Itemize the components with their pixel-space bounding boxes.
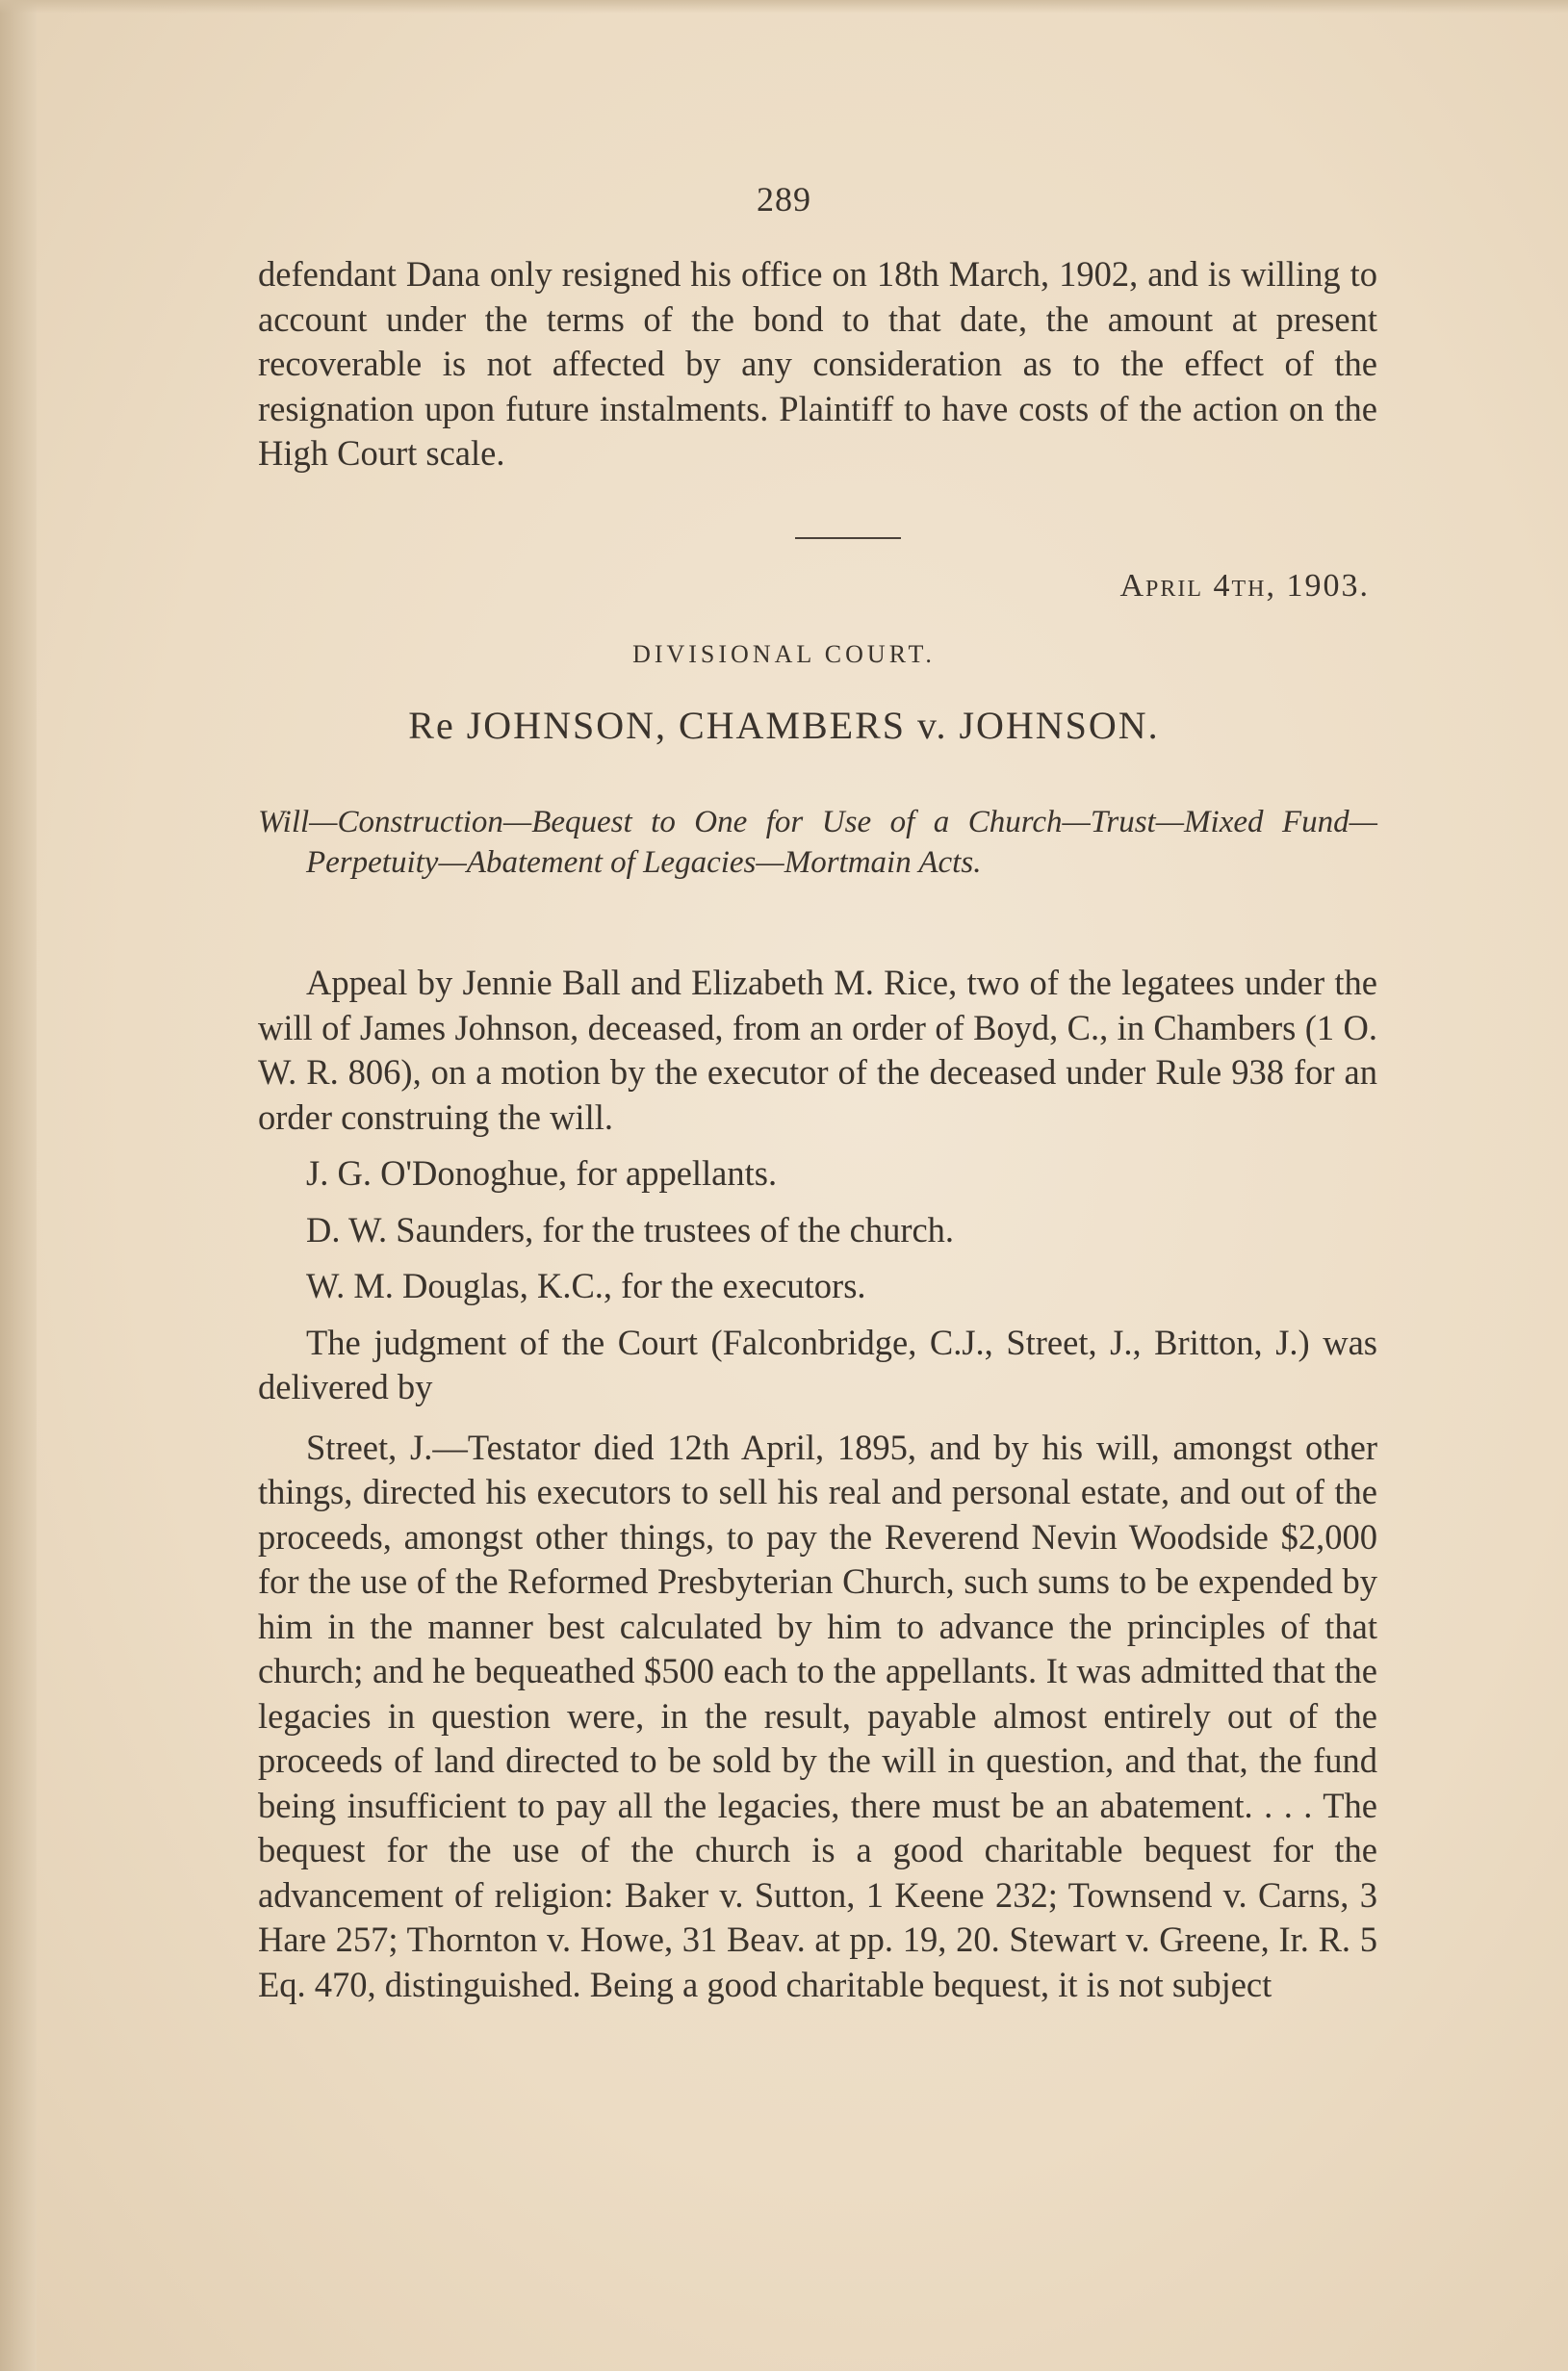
syllabus-block: [258, 802, 1377, 883]
page-number: 289: [757, 180, 811, 219]
page-binding-edge: [0, 0, 37, 2371]
judgment-body: Street, J.—Testator died 12th April, 1895, and by his will, amongst other things, directed his executors to sell his real and personal estate, and out of the proceeds, amongst other things, to pay the Reverend Nevin Woodside $2,000 for the use of the Reformed Presbyterian Church, such sums to be expended by him in the manner best calculated by him to advance the principles of that church; and he bequeathed $500 each to the appellants. It was admitted that the legacies in question were, in the result, payable almost entirely out of the proceeds of land directed to be sold by the will in question, and that, the fund being insufficient to pay all the legacies, there must be an abatement. . . . The bequest for the use of the church is a good charitable bequest for the advancement of religion: Baker v. Sutton, 1 Keene 232; Townsend v. Carns, 3 Hare 257; Thornton v. Howe, 31 Beav. at pp. 19, 20. Stewart v. Greene, Ir. R. 5 Eq. 470, distinguished. Being a good charitable bequest, it is not subject: [258, 1427, 1377, 2004]
page-top-edge: [0, 0, 1568, 13]
court-name: DIVISIONAL COURT.: [632, 640, 936, 668]
report-body: [258, 961, 1377, 2007]
section-divider: [795, 537, 901, 539]
counsel-trustees: D. W. Saunders, for the trustees of the church.: [306, 1209, 955, 1250]
case-title: Re JOHNSON, CHAMBERS v. JOHNSON.: [408, 704, 1160, 747]
syllabus-text: Will—Construction—Bequest to One for Use of a Church—Trust—Mixed Fund—Perpetuity—Abatement of Legacies—Mortmain Acts.: [258, 805, 1377, 880]
intro-paragraph: defendant Dana only resigned his office on 18th March, 1902, and is willing to account under the terms of the bond to that date, the amount at present recoverable is not affected by any consideration as to the effect of the resignation upon future instalments. Plaintiff to have costs of the action on the High Court scale.: [258, 254, 1377, 473]
counsel-appellants: J. G. O'Donoghue, for appellants.: [306, 1153, 778, 1193]
judgment-intro: The judgment of the Court (Falconbridge, C.J., Street, J., Britton, J.) was delivered by: [258, 1322, 1377, 1406]
decision-date: April 4th, 1903.: [1119, 568, 1370, 604]
intro-block: [258, 252, 1377, 477]
counsel-executors: W. M. Douglas, K.C., for the executors.: [306, 1266, 866, 1305]
appeal-paragraph: Appeal by Jennie Ball and Elizabeth M. Rice, two of the legatees under the will of James Johnson, deceased, from an order of Boyd, C., in Chambers (1 O. W. R. 806), on a motion by the executor of the deceased under Rule 938 for an order construing the will.: [258, 963, 1377, 1137]
